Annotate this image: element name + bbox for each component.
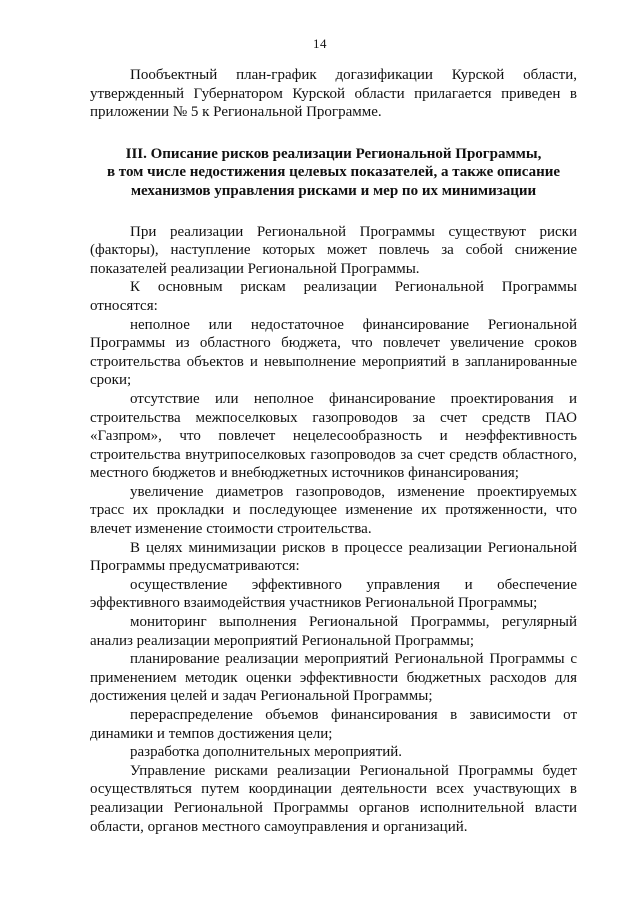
section-heading-line-1: III. Описание рисков реализации Региональной Программы,	[125, 145, 542, 162]
paragraph-minimization: В целях минимизации рисков в процессе реализации Региональной Программы предусматриваются:	[90, 539, 577, 575]
list-item-measure-redistribution: перераспределение объемов финансирования в зависимости от динамики и темпов достижения цели;	[90, 707, 577, 742]
paragraph-risk-management: Управление рисками реализации Региональной Программы будет осуществляться путем координации деятельности всех участвующих в реализации Региональной Программы органов исполнительной власти области, органов местного самоуправления и организаций.	[90, 762, 577, 835]
section-heading-line-3: механизмов управления рисками и мер по их минимизации	[130, 182, 537, 199]
paragraph-main-risks: К основным рискам реализации Региональной Программы относятся:	[90, 279, 577, 314]
list-item-risk-funding: неполное или недостаточное финансирование Региональной Программы из областного бюджета, что повлечет увеличение сроков строительства объектов и невыполнение мероприятий в запланированные сроки;	[90, 316, 577, 389]
document-body	[90, 66, 577, 836]
list-item-measure-additional: разработка дополнительных мероприятий.	[130, 744, 403, 761]
paragraph-risks-intro: При реализации Региональной Программы существуют риски (факторы), наступление которых может повлечь за собой снижение показателей реализации Региональной Программы.	[90, 223, 577, 277]
section-heading-line-2: в том числе недостижения целевых показателей, а также описание	[106, 164, 561, 181]
list-item-measure-monitoring: мониторинг выполнения Региональной Программы, регулярный анализ реализации мероприятий Региональной Программы;	[90, 614, 577, 649]
list-item-measure-management: осуществление эффективного управления и обеспечение эффективного взаимодействия участников Региональной Программы;	[90, 576, 577, 612]
list-item-measure-planning: планирование реализации мероприятий Региональной Программы с применением методик оценки эффективности бюджетных расходов для достижения целей и задач Региональной Программы;	[90, 651, 577, 705]
intro-paragraph: Пообъектный план-график догазификации Курской области, утвержденный Губернатором Курской области прилагается приведен в приложении № 5 к Региональной Программе.	[90, 67, 577, 121]
section-heading	[90, 145, 577, 201]
list-item-risk-gazprom: отсутствие или неполное финансирование проектирования и строительства межпоселковых газопроводов за счет средств ПАО «Газпром», что повлечет нецелесообразность и неэффективность строительства внутрипоселковых газопроводов за счет средств областного, местного бюджетов и внебюджетных источников финансирования;	[90, 390, 577, 482]
list-item-risk-diameters: увеличение диаметров газопроводов, изменение проектируемых трасс их прокладки и последующее изменение их протяженности, что влечет изменение стоимости строительства.	[90, 483, 577, 538]
page-number: 14	[313, 36, 327, 51]
